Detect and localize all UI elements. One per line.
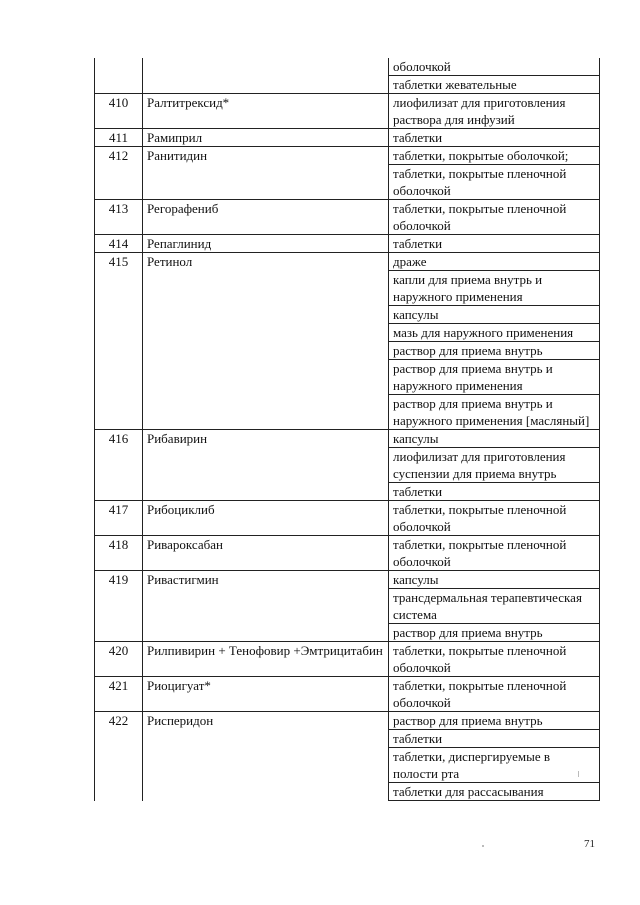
row-number: 410: [95, 94, 143, 129]
dosage-form: таблетки для рассасывания: [389, 783, 600, 801]
table-row: [95, 235, 600, 253]
scan-speck: [482, 845, 484, 847]
drug-name: Рибоциклиб: [143, 501, 389, 536]
dosage-form: таблетки: [389, 129, 600, 147]
dosage-form: таблетки, покрытые пленочной оболочкой: [389, 165, 600, 200]
dosage-form: капсулы: [389, 571, 600, 589]
drug-name: Рибавирин: [143, 430, 389, 501]
table-row: [95, 677, 600, 712]
dosage-form: таблетки, диспергируемые в полости рта: [389, 748, 600, 783]
table-row: [95, 129, 600, 147]
dosage-form: таблетки: [389, 730, 600, 748]
table-row: [95, 200, 600, 235]
drug-name: Ретинол: [143, 253, 389, 430]
dosage-form: трансдермальная терапевтическая система: [389, 589, 600, 624]
dosage-form: лиофилизат для приготовления раствора для инфузий: [389, 94, 600, 129]
row-number: 417: [95, 501, 143, 536]
table-row: [95, 536, 600, 571]
drug-forms-table: [94, 58, 600, 801]
row-number: 415: [95, 253, 143, 430]
dosage-form: таблетки, покрытые пленочной оболочкой: [389, 677, 600, 712]
dosage-form: капсулы: [389, 306, 600, 324]
drug-name: Риоцигуат*: [143, 677, 389, 712]
dosage-form: таблетки: [389, 483, 600, 501]
dosage-form: таблетки: [389, 235, 600, 253]
dosage-form: раствор для приема внутрь и наружного применения: [389, 360, 600, 395]
dosage-form: раствор для приема внутрь: [389, 342, 600, 360]
drug-name: Ранитидин: [143, 147, 389, 200]
table-row: [95, 642, 600, 677]
dosage-form: таблетки, покрытые пленочной оболочкой: [389, 501, 600, 536]
drug-name: Ривароксабан: [143, 536, 389, 571]
table-row: [95, 712, 600, 730]
row-number: 418: [95, 536, 143, 571]
table-row: [95, 253, 600, 271]
drug-forms-table-body: [95, 58, 600, 801]
row-number: 411: [95, 129, 143, 147]
row-number: 416: [95, 430, 143, 501]
dosage-form: раствор для приема внутрь и наружного применения [масляный]: [389, 395, 600, 430]
row-number: 414: [95, 235, 143, 253]
row-number: 412: [95, 147, 143, 200]
drug-name: Рилпивирин + Тенофовир +Эмтрицитабин: [143, 642, 389, 677]
dosage-form: таблетки жевательные: [389, 76, 600, 94]
row-number: [95, 58, 143, 94]
drug-name: Репаглинид: [143, 235, 389, 253]
table-row: [95, 430, 600, 448]
row-number: 420: [95, 642, 143, 677]
table-row: [95, 94, 600, 129]
page-number: 71: [584, 838, 595, 850]
dosage-form: раствор для приема внутрь: [389, 624, 600, 642]
dosage-form: таблетки, покрытые пленочной оболочкой: [389, 200, 600, 235]
table-row: [95, 501, 600, 536]
dosage-form: таблетки, покрытые оболочкой;: [389, 147, 600, 165]
drug-name: Рамиприл: [143, 129, 389, 147]
dosage-form: капсулы: [389, 430, 600, 448]
drug-name: Ралтитрексид*: [143, 94, 389, 129]
table-row: [95, 58, 600, 76]
drug-name: Ривастигмин: [143, 571, 389, 642]
drug-name: Рисперидон: [143, 712, 389, 801]
row-number: 421: [95, 677, 143, 712]
scan-speck: [578, 771, 579, 777]
row-number: 422: [95, 712, 143, 801]
dosage-form: драже: [389, 253, 600, 271]
dosage-form: капли для приема внутрь и наружного применения: [389, 271, 600, 306]
dosage-form: раствор для приема внутрь: [389, 712, 600, 730]
dosage-form: таблетки, покрытые пленочной оболочкой: [389, 536, 600, 571]
row-number: 419: [95, 571, 143, 642]
dosage-form: таблетки, покрытые пленочной оболочкой: [389, 642, 600, 677]
dosage-form: мазь для наружного применения: [389, 324, 600, 342]
drug-name: Регорафениб: [143, 200, 389, 235]
row-number: 413: [95, 200, 143, 235]
table-row: [95, 147, 600, 165]
table-row: [95, 571, 600, 589]
drug-name: [143, 58, 389, 94]
dosage-form: оболочкой: [389, 58, 600, 76]
dosage-form: лиофилизат для приготовления суспензии для приема внутрь: [389, 448, 600, 483]
